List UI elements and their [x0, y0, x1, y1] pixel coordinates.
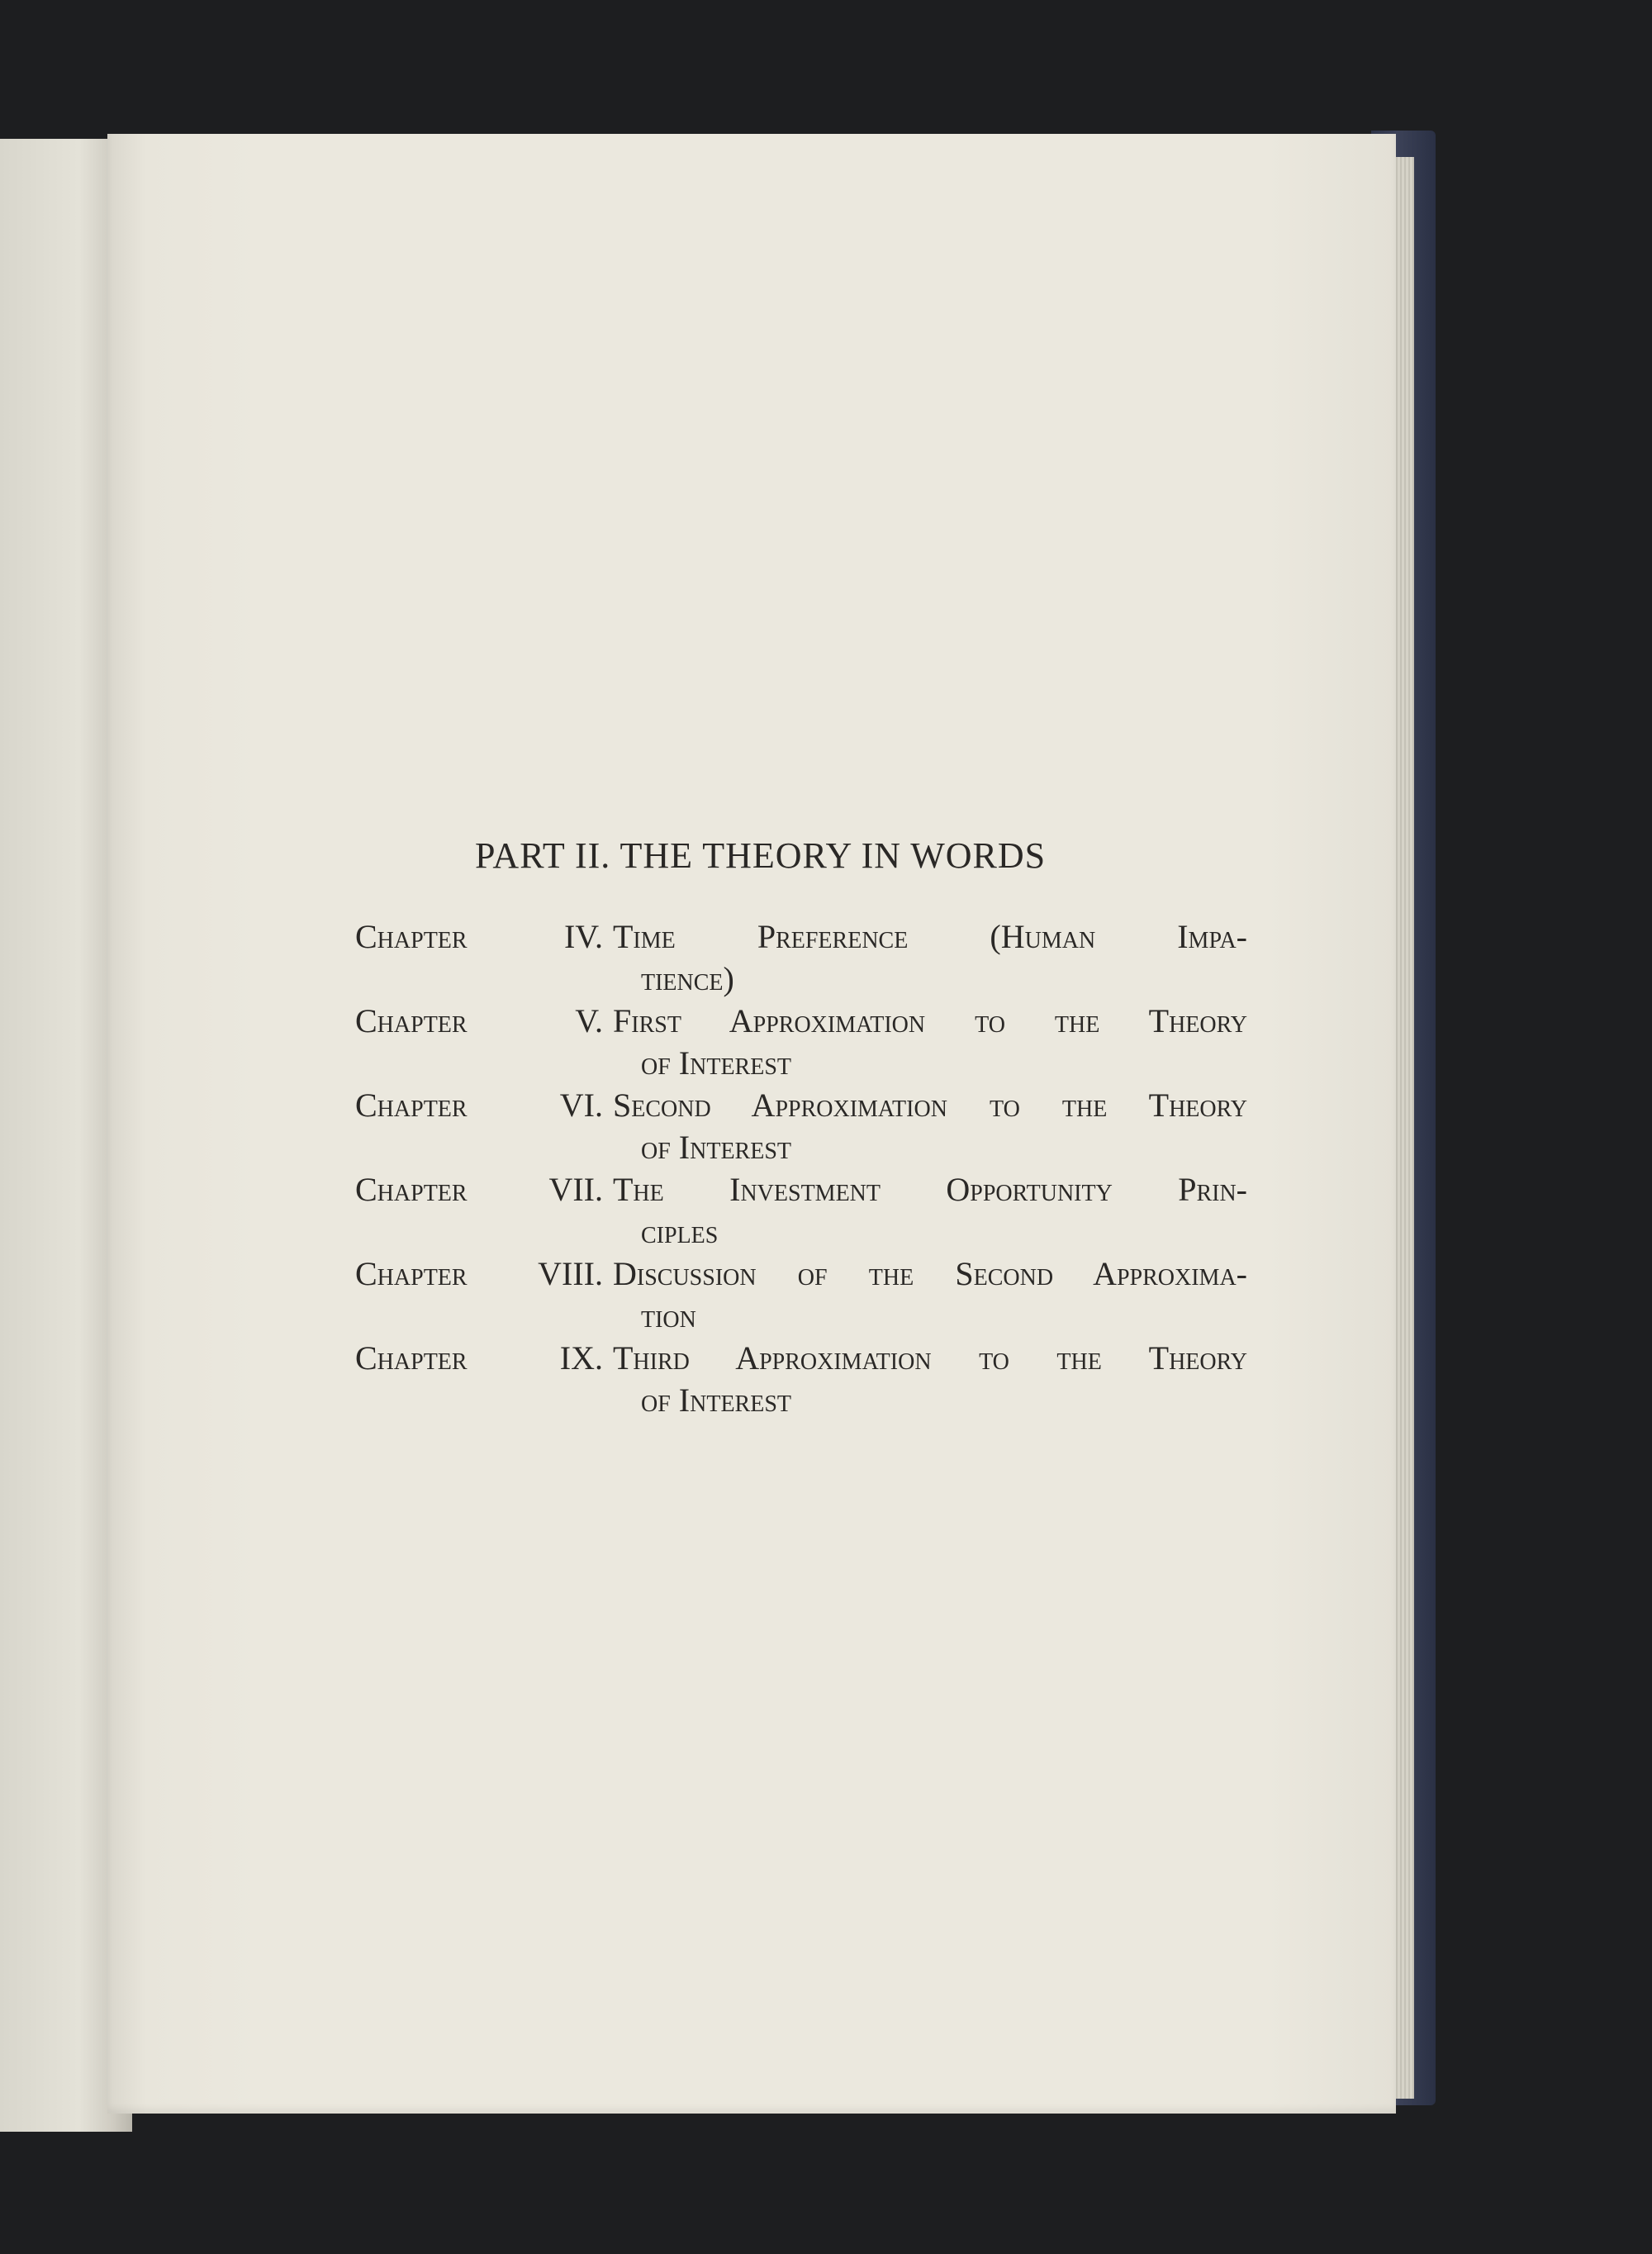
chapter-label: Chapter	[355, 1171, 468, 1208]
book-page	[107, 134, 1396, 2114]
chapter-title: Time Preference (Human Impa-	[613, 918, 1247, 955]
part-heading: PART II. THE THEORY IN WORDS	[475, 835, 1047, 876]
chapter-label: Chapter	[355, 1339, 468, 1377]
chapter-title: Third Approximation to the Theory	[613, 1339, 1247, 1377]
chapter-label: Chapter	[355, 918, 468, 955]
chapter-number: IV.	[563, 918, 603, 955]
chapter-title-continued: of Interest	[641, 1044, 791, 1082]
chapter-title-continued: tion	[641, 1297, 696, 1334]
chapter-title-continued: tience)	[641, 960, 734, 997]
chapter-title: First Approximation to the Theory	[613, 1002, 1247, 1039]
chapter-number: VIII.	[538, 1255, 603, 1292]
chapter-title: The Investment Opportunity Prin-	[613, 1171, 1247, 1208]
chapter-label: Chapter	[355, 1255, 468, 1292]
chapter-title-continued: of Interest	[641, 1129, 791, 1166]
chapter-number: IX.	[559, 1339, 603, 1377]
chapter-number: V.	[575, 1002, 603, 1039]
chapter-title-continued: ciples	[641, 1213, 719, 1250]
chapter-title: Second Approximation to the Theory	[613, 1087, 1247, 1124]
chapter-title-continued: of Interest	[641, 1381, 791, 1419]
chapter-title: Discussion of the Second Approxima-	[613, 1255, 1247, 1292]
chapter-number: VI.	[559, 1087, 603, 1124]
chapter-number: VII.	[548, 1171, 603, 1208]
chapter-label: Chapter	[355, 1002, 468, 1039]
chapter-label: Chapter	[355, 1087, 468, 1124]
